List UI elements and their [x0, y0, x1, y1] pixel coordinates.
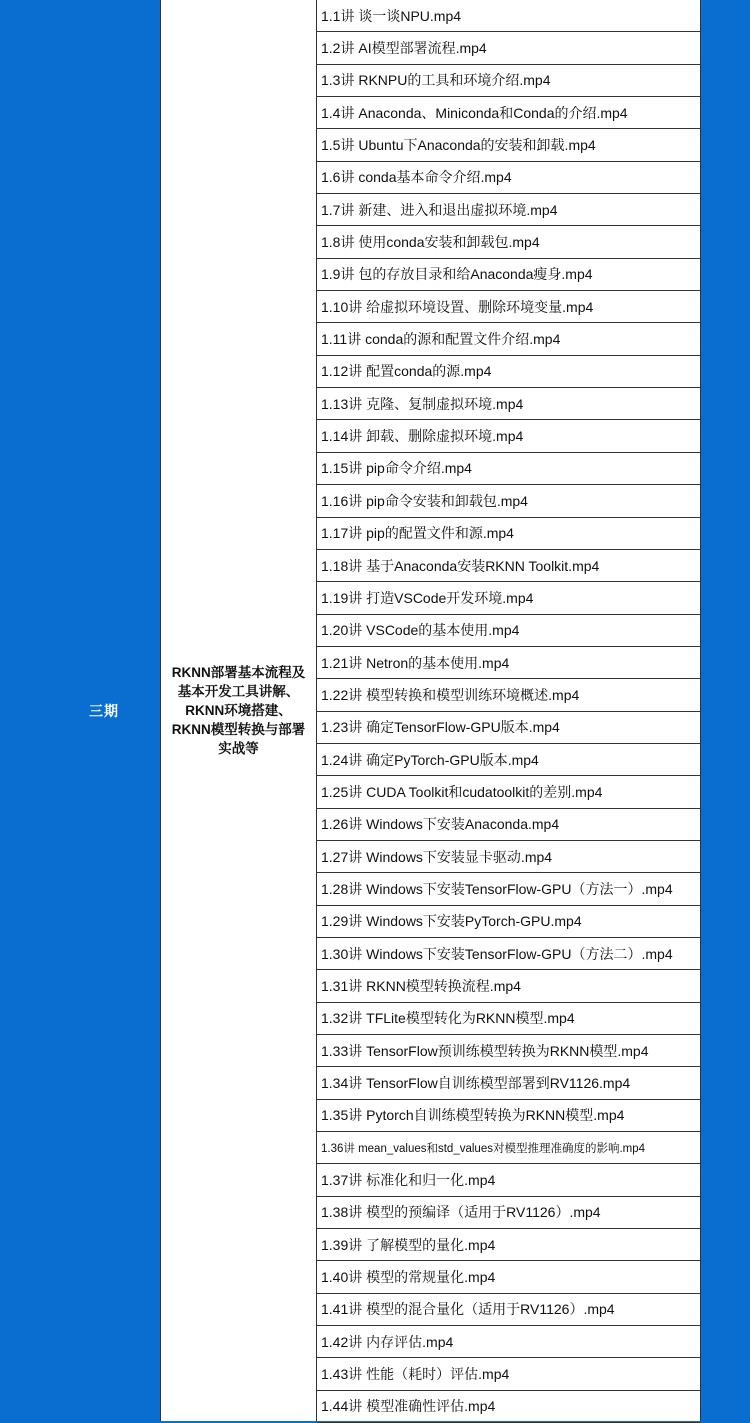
lesson-row: 1.26讲 Windows下安装Anaconda.mp4 — [317, 809, 700, 841]
lesson-row: 1.33讲 TensorFlow预训练模型转换为RKNN模型.mp4 — [317, 1035, 700, 1067]
lesson-row: 1.2讲 AI模型部署流程.mp4 — [317, 32, 700, 64]
lesson-row: 1.22讲 模型转换和模型训练环境概述.mp4 — [317, 679, 700, 711]
topic-line: 基本开发工具讲解、 — [177, 684, 300, 699]
topic-cell — [160, 0, 316, 1421]
lesson-row: 1.41讲 模型的混合量化（适用于RV1126）.mp4 — [317, 1294, 700, 1326]
lesson-row: 1.6讲 conda基本命令介绍.mp4 — [317, 162, 700, 194]
lesson-row: 1.8讲 使用conda安装和卸载包.mp4 — [317, 226, 700, 258]
lesson-row: 1.1讲 谈一谈NPU.mp4 — [317, 0, 700, 32]
lesson-row: 1.30讲 Windows下安装TensorFlow-GPU（方法二）.mp4 — [317, 938, 700, 970]
lesson-row: 1.16讲 pip命令安装和卸载包.mp4 — [317, 485, 700, 517]
lesson-row: 1.32讲 TFLite模型转化为RKNN模型.mp4 — [317, 1003, 700, 1035]
lesson-row: 1.14讲 卸载、删除虚拟环境.mp4 — [317, 420, 700, 452]
lesson-row: 1.25讲 CUDA Toolkit和cudatoolkit的差别.mp4 — [317, 776, 700, 808]
lesson-row: 1.15讲 pip命令介绍.mp4 — [317, 453, 700, 485]
lesson-row: 1.13讲 克隆、复制虚拟环境.mp4 — [317, 388, 700, 420]
lesson-row: 1.38讲 模型的预编译（适用于RV1126）.mp4 — [317, 1197, 700, 1229]
topic-line: 实战等 — [218, 741, 259, 756]
lesson-list — [316, 0, 701, 1421]
lesson-row: 1.28讲 Windows下安装TensorFlow-GPU（方法一）.mp4 — [317, 873, 700, 905]
lesson-row: 1.35讲 Pytorch自训练模型转换为RKNN模型.mp4 — [317, 1100, 700, 1132]
lesson-row: 1.4讲 Anaconda、Miniconda和Conda的介绍.mp4 — [317, 97, 700, 129]
lesson-row: 1.11讲 conda的源和配置文件介绍.mp4 — [317, 323, 700, 355]
topic-line: RKNN环境搭建、 — [185, 703, 292, 718]
lesson-row: 1.42讲 内存评估.mp4 — [317, 1326, 700, 1358]
lesson-row: 1.44讲 模型准确性评估.mp4 — [317, 1391, 700, 1423]
lesson-row: 1.34讲 TensorFlow自训练模型部署到RV1126.mp4 — [317, 1067, 700, 1099]
lesson-row: 1.43讲 性能（耗时）评估.mp4 — [317, 1358, 700, 1390]
lesson-row: 1.3讲 RKNPU的工具和环境介绍.mp4 — [317, 65, 700, 97]
topic-line: RKNN部署基本流程及 — [171, 665, 306, 680]
lesson-row: 1.39讲 了解模型的量化.mp4 — [317, 1229, 700, 1261]
topic-line: RKNN模型转换与部署 — [171, 722, 306, 737]
lesson-row: 1.40讲 模型的常规量化.mp4 — [317, 1261, 700, 1293]
lesson-row: 1.5讲 Ubuntu下Anaconda的安装和卸载.mp4 — [317, 129, 700, 161]
lesson-row: 1.19讲 打造VSCode开发环境.mp4 — [317, 582, 700, 614]
period-label: 三期 — [89, 702, 119, 719]
lesson-row: 1.12讲 配置conda的源.mp4 — [317, 356, 700, 388]
lesson-row: 1.17讲 pip的配置文件和源.mp4 — [317, 518, 700, 550]
period-cell — [48, 0, 160, 1421]
lesson-row: 1.31讲 RKNN模型转换流程.mp4 — [317, 970, 700, 1002]
lesson-row: 1.10讲 给虚拟环境设置、删除环境变量.mp4 — [317, 291, 700, 323]
lesson-row: 1.18讲 基于Anaconda安装RKNN Toolkit.mp4 — [317, 550, 700, 582]
lesson-row: 1.24讲 确定PyTorch-GPU版本.mp4 — [317, 744, 700, 776]
lesson-row: 1.27讲 Windows下安装显卡驱动.mp4 — [317, 841, 700, 873]
lesson-row: 1.37讲 标准化和归一化.mp4 — [317, 1164, 700, 1196]
topic-description — [166, 663, 312, 758]
lesson-row: 1.7讲 新建、进入和退出虚拟环境.mp4 — [317, 194, 700, 226]
lesson-row: 1.29讲 Windows下安装PyTorch-GPU.mp4 — [317, 906, 700, 938]
lesson-row: 1.23讲 确定TensorFlow-GPU版本.mp4 — [317, 712, 700, 744]
lesson-row: 1.20讲 VSCode的基本使用.mp4 — [317, 615, 700, 647]
lesson-row: 1.9讲 包的存放目录和给Anaconda瘦身.mp4 — [317, 259, 700, 291]
lesson-row: 1.21讲 Netron的基本使用.mp4 — [317, 647, 700, 679]
lesson-row: 1.36讲 mean_values和std_values对模型推理准确度的影响.mp4 — [317, 1132, 700, 1164]
